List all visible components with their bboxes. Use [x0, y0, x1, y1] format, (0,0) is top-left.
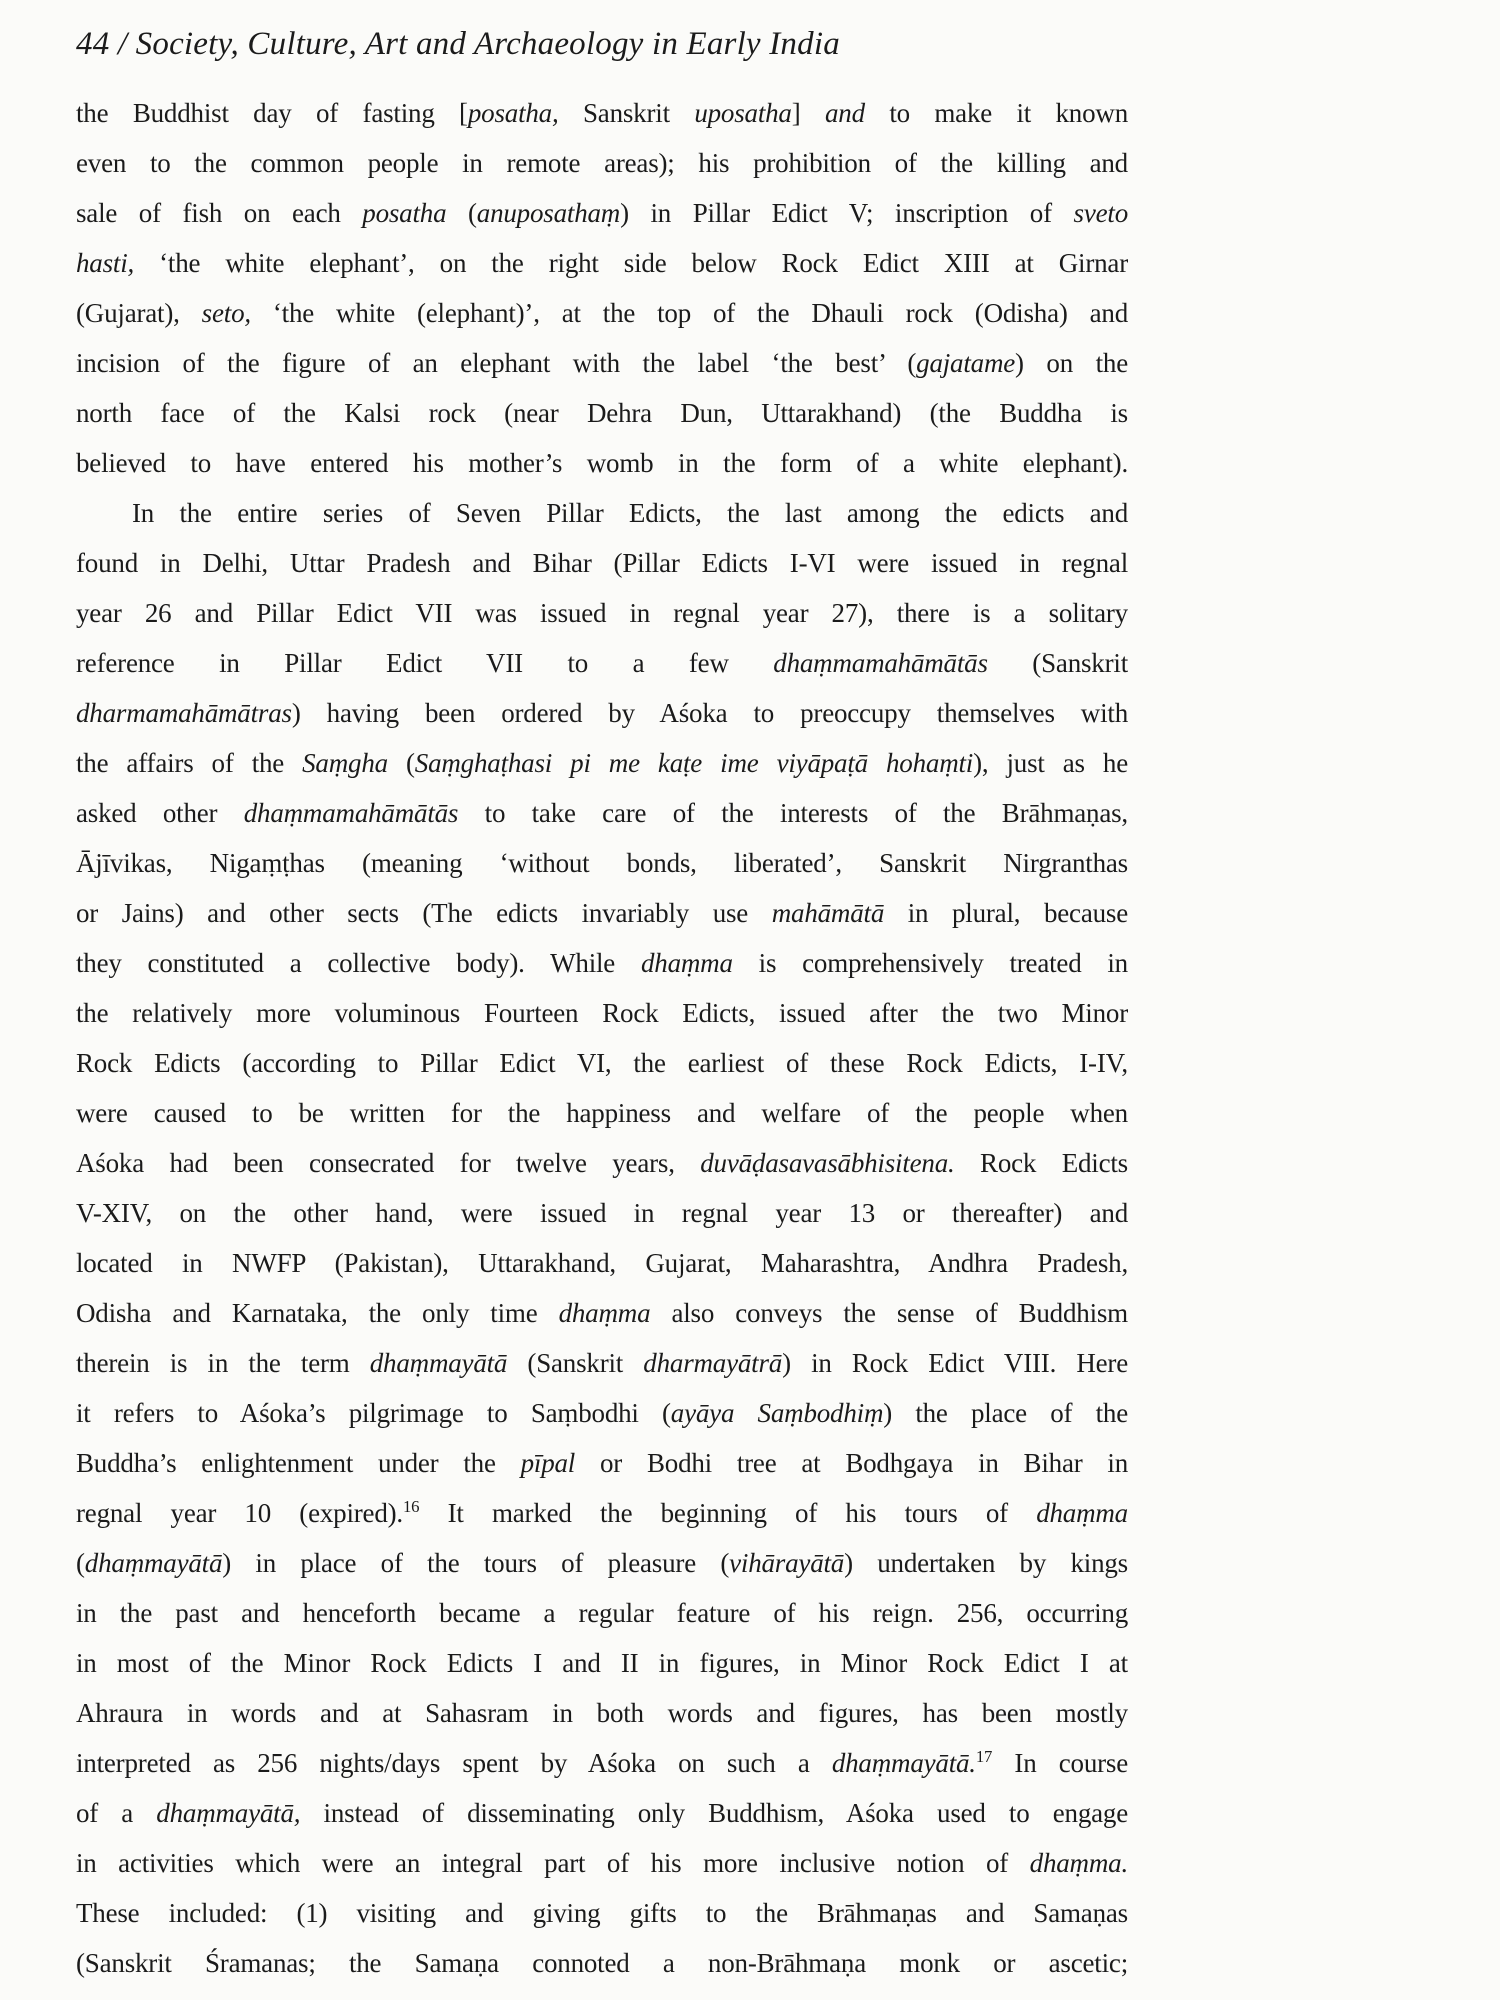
text-line: asked other dhaṃmamahāmātās to take care of the interests of the Brāhmaṇas,	[76, 798, 1128, 828]
text-line: in most of the Minor Rock Edicts I and II in figures, in Minor Rock Edict I at	[76, 1648, 1128, 1678]
text-line: interpreted as 256 nights/days spent by Aśoka on such a dhaṃmayātā.$^{17}$ In course	[76, 1747, 1128, 1778]
text-line: or Jains) and other sects (The edicts invariably use mahāmātā in plural, because	[76, 898, 1128, 928]
text-line: the Buddhist day of fasting [posatha, Sanskrit uposatha] and to make it known	[76, 98, 1128, 128]
text-line: (Sanskrit Śramanas; the Samaṇa connoted a non-Brāhmaṇa monk or ascetic;	[76, 1948, 1128, 1978]
text-line: in activities which were an integral part of his more inclusive notion of dhaṃma.	[76, 1848, 1128, 1878]
text-line: the affairs of the Saṃgha (Saṃghaṭhasi pi me kaṭe ime viyāpaṭā hohaṃti), just as he	[76, 748, 1128, 778]
text-line: year 26 and Pillar Edict VII was issued in regnal year 27), there is a solitary	[76, 598, 1128, 628]
text-line: Ahraura in words and at Sahasram in both words and figures, has been mostly	[76, 1698, 1128, 1728]
footnote-marker: 16	[403, 1497, 420, 1516]
text-line: These included: (1) visiting and giving gifts to the Brāhmaṇas and Samaṇas	[76, 1898, 1128, 1928]
text-line: Odisha and Karnataka, the only time dhaṃma also conveys the sense of Buddhism	[76, 1298, 1128, 1328]
text-line: of a dhaṃmayātā, instead of disseminating only Buddhism, Aśoka used to engage	[76, 1798, 1128, 1828]
text-line: Aśoka had been consecrated for twelve years, duvāḍasavasābhisitena. Rock Edicts	[76, 1148, 1128, 1178]
text-line: (dhaṃmayātā) in place of the tours of pleasure (vihārayātā) undertaken by kings	[76, 1548, 1128, 1578]
text-line: even to the common people in remote areas); his prohibition of the killing and	[76, 148, 1128, 178]
text-line: the relatively more voluminous Fourteen Rock Edicts, issued after the two Minor	[76, 998, 1128, 1028]
page-header: 44 / Society, Culture, Art and Archaeology in Early India	[76, 26, 840, 62]
text-line: in the past and henceforth became a regular feature of his reign. 256, occurring	[76, 1598, 1128, 1628]
body-text	[76, 88, 1128, 1988]
text-line: incision of the figure of an elephant with the label ‘the best’ (gajatame) on the	[76, 348, 1128, 378]
text-line: In the entire series of Seven Pillar Edicts, the last among the edicts and	[132, 498, 1128, 528]
text-line: reference in Pillar Edict VII to a few dhaṃmamahāmātās (Sanskrit	[76, 648, 1128, 678]
text-line: Buddha’s enlightenment under the pīpal or Bodhi tree at Bodhgaya in Bihar in	[76, 1448, 1128, 1478]
text-line: found in Delhi, Uttar Pradesh and Bihar (Pillar Edicts I-VI were issued in regnal	[76, 548, 1128, 578]
text-line: it refers to Aśoka’s pilgrimage to Saṃbodhi (ayāya Saṃbodhiṃ) the place of the	[76, 1398, 1128, 1428]
text-line: they constituted a collective body). While dhaṃma is comprehensively treated in	[76, 948, 1128, 978]
footnote-marker: 17	[975, 1747, 993, 1766]
text-line: were caused to be written for the happiness and welfare of the people when	[76, 1098, 1128, 1128]
text-line: Rock Edicts (according to Pillar Edict VI, the earliest of these Rock Edicts, I-IV,	[76, 1048, 1128, 1078]
text-line: sale of fish on each posatha (anuposathaṃ) in Pillar Edict V; inscription of sveto	[76, 198, 1128, 228]
text-line: Ājīvikas, Nigaṃṭhas (meaning ‘without bonds, liberated’, Sanskrit Nirgranthas	[76, 848, 1128, 878]
text-line: (Gujarat), seto, ‘the white (elephant)’, at the top of the Dhauli rock (Odisha) and	[76, 298, 1128, 328]
text-line: believed to have entered his mother’s womb in the form of a white elephant).	[76, 448, 1128, 478]
text-line: therein is in the term dhaṃmayātā (Sanskrit dharmayātrā) in Rock Edict VIII. Here	[76, 1348, 1128, 1378]
text-line: dharmamahāmātras) having been ordered by Aśoka to preoccupy themselves with	[76, 698, 1128, 728]
text-line: V-XIV, on the other hand, were issued in regnal year 13 or thereafter) and	[76, 1198, 1128, 1228]
text-line: hasti, ‘the white elephant’, on the right side below Rock Edict XIII at Girnar	[76, 248, 1128, 278]
text-line: regnal year 10 (expired).$^{16}$ It marked the beginning of his tours of dhaṃma	[76, 1497, 1128, 1528]
text-line: north face of the Kalsi rock (near Dehra Dun, Uttarakhand) (the Buddha is	[76, 398, 1128, 428]
text-line: located in NWFP (Pakistan), Uttarakhand, Gujarat, Maharashtra, Andhra Pradesh,	[76, 1248, 1128, 1278]
